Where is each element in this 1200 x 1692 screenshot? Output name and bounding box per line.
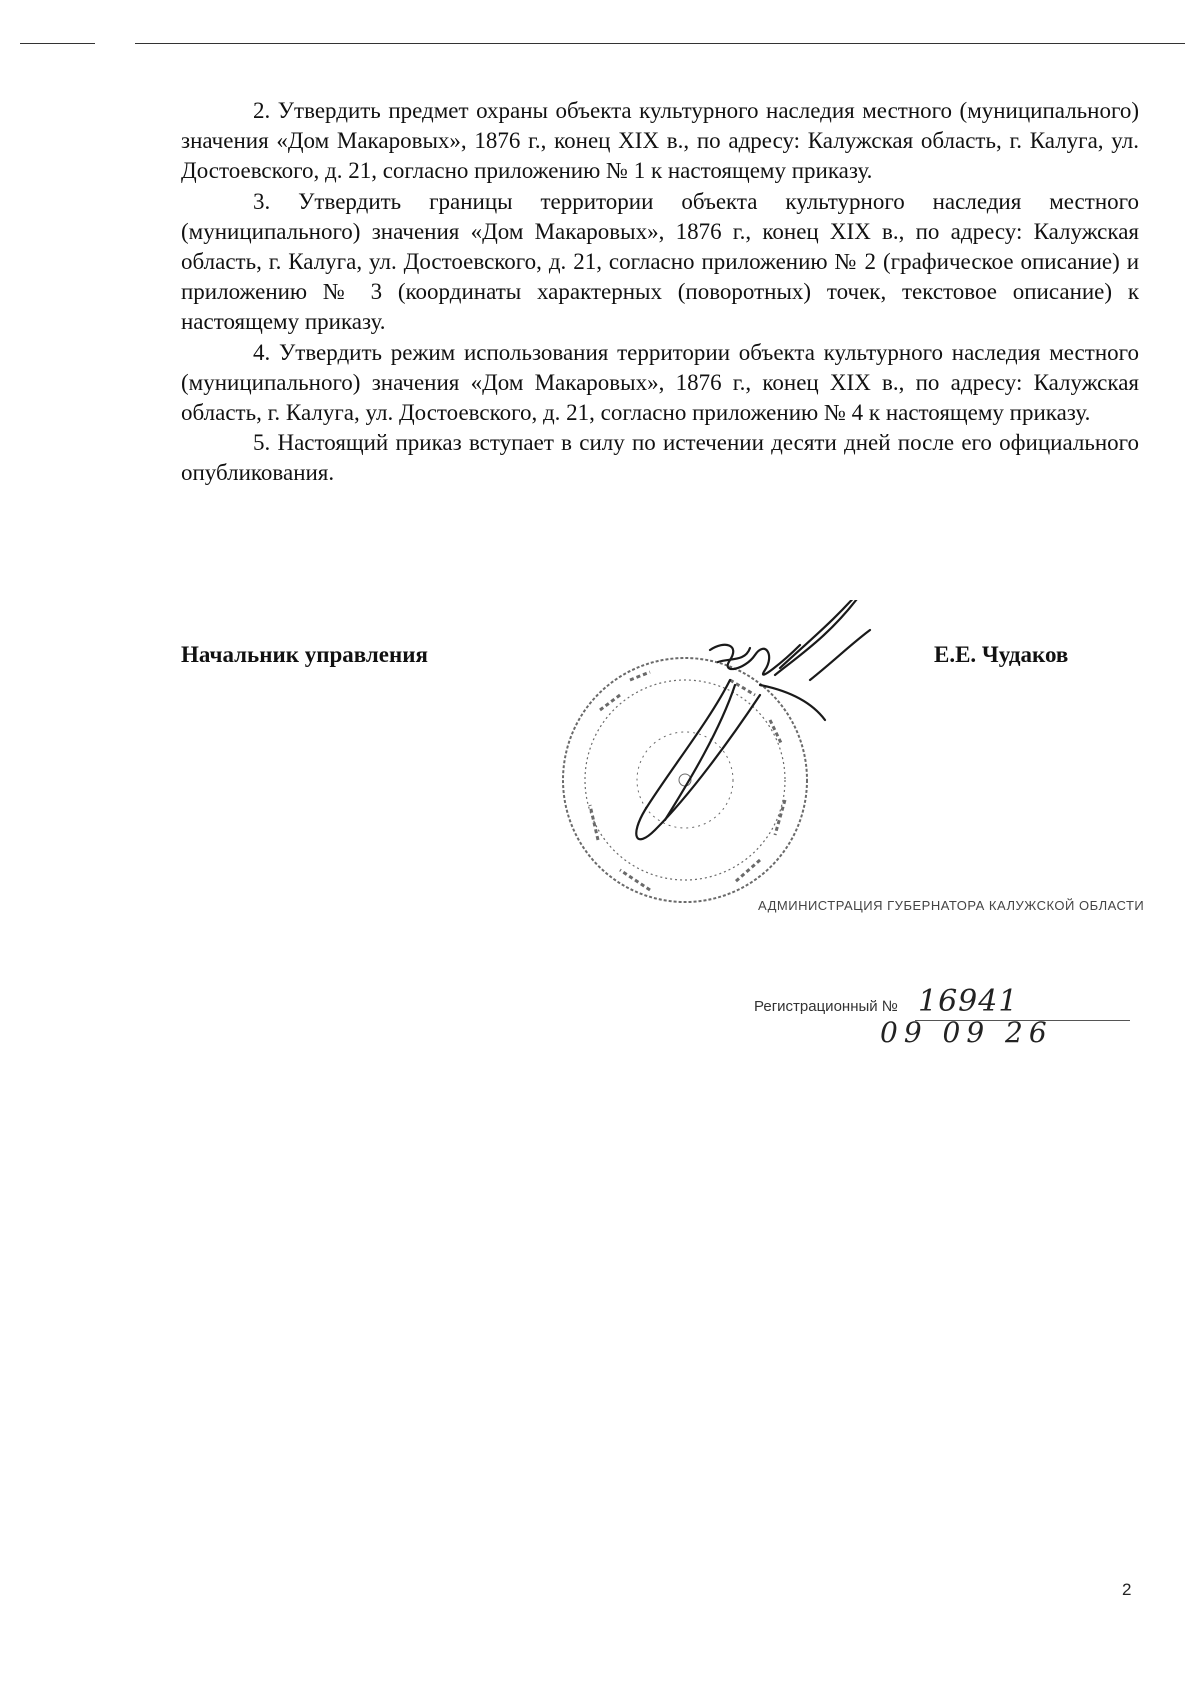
top-rule-gap (95, 43, 135, 44)
top-rule (20, 43, 1185, 44)
signer-title: Начальник управления (181, 642, 428, 667)
paragraph-2: 2. Утвердить предмет охраны объекта культурного наследия местного (муниципального) значения «Дом Макаровых», 1876 г., конец XIX в., по адресу: Калужская область, г. Калуга, ул. Достоевского, д. 21, согласно приложению № 1 к настоящему приказу. (181, 98, 1139, 184)
registration-organization: АДМИНИСТРАЦИЯ ГУБЕРНАТОРА КАЛУЖСКОЙ ОБЛАСТИ (758, 898, 1145, 913)
page-number: 2 (1122, 1580, 1132, 1599)
registration-number: 16941 (918, 984, 1019, 1019)
document-body (181, 96, 1139, 489)
paragraph-4: 4. Утвердить режим использования территории объекта культурного наследия местного (муниципального) значения «Дом Макаровых», 1876 г., конец XIX в., по адресу: Калужская область, г. Калуга, ул. Достоевского, д. 21, согласно приложению № 4 к настоящему приказу. (181, 339, 1139, 426)
paragraph-3: 3. Утвердить границы территории объекта культурного наследия местного (муниципального) значения «Дом Макаровых», 1876 г., конец XIX в., по адресу: Калужская область, г. Калуга, ул. Достоевского, д. 21, согласно приложению № 2 (графическое описание) и приложению № 3 (координаты характерных (поворотных) точек, текстовое описание) к настоящему приказу. (181, 188, 1139, 335)
round-seal (563, 658, 807, 902)
paragraph-5: 5. Настоящий приказ вступает в силу по истечении десяти дней после его официального опубликования. (181, 430, 1139, 486)
signer-name: Е.Е. Чудаков (934, 642, 1069, 667)
registration-date: 09 09 26 (880, 1016, 1053, 1049)
registration-stamp (740, 898, 1145, 1049)
handwritten-signature (636, 600, 870, 839)
registration-label: Регистрационный № (754, 998, 898, 1015)
